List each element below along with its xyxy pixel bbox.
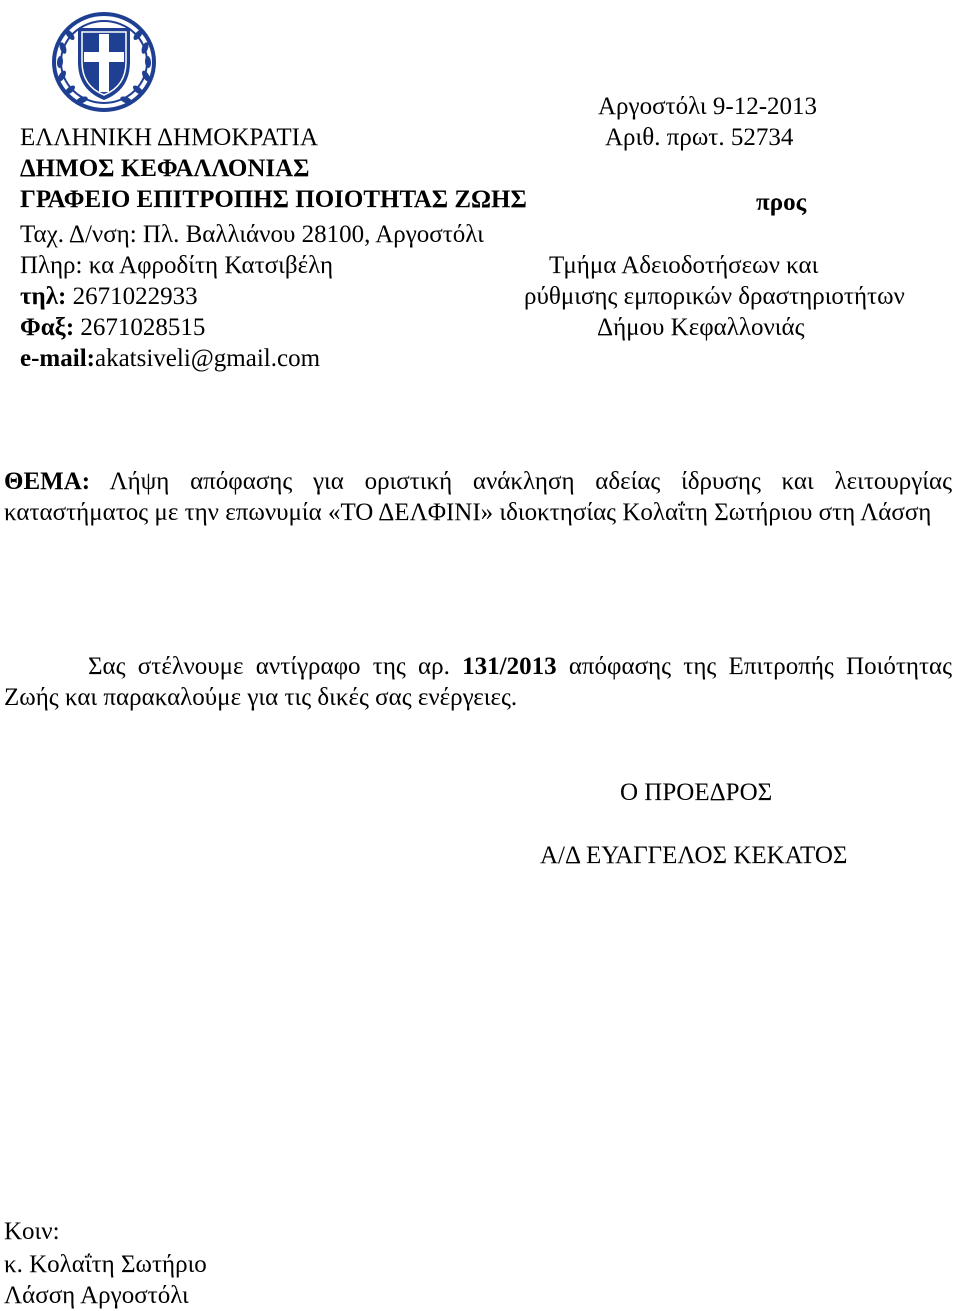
decision-number: 131/2013 [462,653,557,680]
protocol-number: Αριθ. πρωτ. 52734 [605,124,794,151]
info-line: Πληρ: κα Αφροδίτη Κατσιβέλη [20,252,334,279]
subject-paragraph [4,466,952,528]
recipient-line-2: ρύθμισης εμπορικών δραστηριοτήτων [524,283,905,310]
recipient-line-1: Τμήμα Αδειοδοτήσεων και [549,252,819,279]
phone-line [20,282,198,312]
phone-label: τηλ: [20,283,67,310]
subject-text: Λήψη απόφασης για οριστική ανάκληση αδείας ίδρυσης και λειτουργίας καταστήματος με την επωνυμία «ΤΟ ΔΕΛΦΙΝΙ» ιδιοκτησίας Κολαΐτη Σωτήριου στη Λάσση [4,468,952,526]
signature-name: Α/Δ ΕΥΑΓΓΕΛΟΣ ΚΕΚΑΤΟΣ [540,842,848,869]
body-text-2: απόφασης της Επιτροπής Ποιότητας Ζωής και παρακαλούμε για τις δικές σας ενέργειες. [4,653,952,711]
fax-value: 2671028515 [74,314,206,341]
email-value: akatsiveli@gmail.com [94,345,321,372]
to-label: προς [756,189,807,216]
cc-line-2: Λάσση Αργοστόλι [4,1282,189,1309]
office-title: ΓΡΑΦΕΙΟ ΕΠΙΤΡΟΠΗΣ ΠΟΙΟΤΗΤΑΣ ΖΩΗΣ [20,186,527,213]
municipality-title: ΔΗΜΟΣ ΚΕΦΑΛΛΟΝΙΑΣ [20,155,310,182]
phone-value: 2671022933 [66,283,198,310]
subject-label: ΘΕΜΑ: [4,468,91,495]
address-line: Ταχ. Δ/νση: Πλ. Βαλλιάνου 28100, Αργοστόλι [20,221,484,248]
cc-line-1: κ. Κολαΐτη Σωτήριο [4,1251,207,1278]
email-line [20,344,320,374]
signature-title: Ο ΠΡΟΕΔΡΟΣ [620,779,773,806]
greek-emblem-icon [48,4,160,116]
fax-label: Φαξ: [20,314,75,341]
body-text-1: Σας στέλνουμε αντίγραφο της αρ. [88,653,463,680]
email-label: e-mail: [20,345,95,372]
recipient-line-3: Δήμου Κεφαλλονιάς [597,314,805,341]
date-line: Αργοστόλι 9-12-2013 [598,93,818,120]
fax-line [20,313,205,343]
republic-title: ΕΛΛΗΝΙΚΗ ΔΗΜΟΚΡΑΤΙΑ [20,124,318,151]
cc-label: Κοιν: [4,1218,60,1245]
body-paragraph [4,651,952,713]
